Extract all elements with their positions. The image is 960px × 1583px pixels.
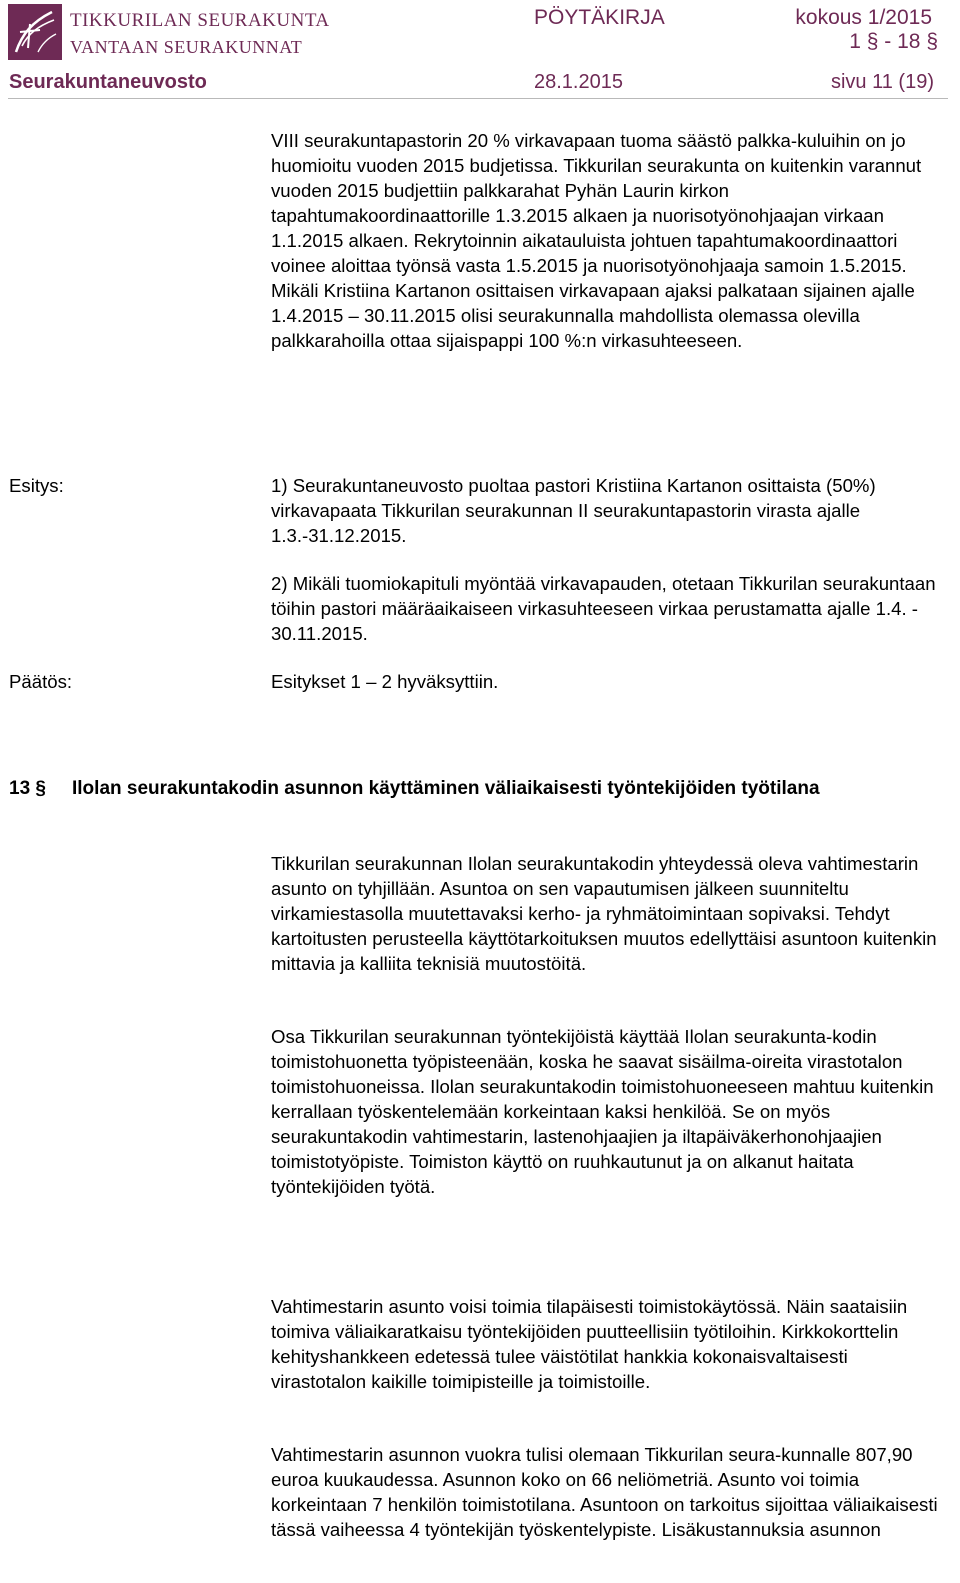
- section-number: 13 §: [9, 778, 46, 799]
- decision-text: Esitykset 1 – 2 hyväksyttiin.: [271, 671, 499, 692]
- proposal-item-1: 1) Seurakuntaneuvosto puoltaa pastori Kristiina Kartanon osittaista (50%) virkavapaata Tikkurilan seurakunnan II seurakuntapastorin virasta ajalle 1.3.-31.12.2015.: [271, 475, 876, 546]
- section-paragraph-2: Osa Tikkurilan seurakunnan työntekijöistä käyttää Ilolan seurakunta-kodin toimistohuonetta työpisteenään, koska he saavat sisäilma-oireita virastotalon toimistohuoneissa. Ilolan seurakuntakodin toimistohuoneeseen mahtuu kuitenkin kerrallaan työskentelemään korkeintaan kaksi henkilöä. Se on myös seurakuntakodin vahtimestarin, lastenohjaajien ja iltapäiväkerhonohjaajien toimistotyöpiste. Toimiston käyttö on ruuhkautunut ja on alkanut haitata työntekijöiden työtä.: [271, 1026, 934, 1197]
- logo-text-line2: VANTAAN SEURAKUNNAT: [70, 37, 303, 57]
- decision-label: Päätös:: [9, 671, 73, 692]
- section-paragraph-4: Vahtimestarin asunnon vuokra tulisi olemaan Tikkurilan seura-kunnalle 807,90 euroa kuukaudessa. Asunnon koko on 66 neliömetriä. Asunto voi toimia korkeintaan 7 henkilön toimistotilana. Asuntoon on tarkoitus sijoittaa väliaikaisesti tässä vaiheessa 4 työntekijän työskentelypiste. Lisäkustannuksia asunnon: [271, 1444, 938, 1540]
- cross-emblem-icon: [8, 4, 62, 60]
- header-divider: [8, 98, 948, 99]
- logo: [8, 4, 330, 60]
- section-title: Ilolan seurakuntakodin asunnon käyttäminen väliaikaisesti työntekijöiden työtilana: [72, 778, 820, 799]
- page-number: sivu 11 (19): [830, 71, 934, 93]
- intro-paragraph: VIII seurakuntapastorin 20 % virkavapaan tuoma säästö palkka-kuluihin on jo huomioitu vuoden 2015 budjetissa. Tikkurilan seurakunta on kuitenkin varannut vuoden 2015 budjettiin palkkarahat Pyhän Laurin kirkon tapahtumakoordinaattorille 1.3.2015 alkaen ja nuorisotyönohjaajan virkaan 1.1.2015 alkaen. Rekrytoinnin aikatauluista johtuen tapahtumakoordinaattori voinee aloittaa työnsä vasta 1.5.2015 ja nuorisotyönohjaaja samoin 1.5.2015. Mikäli Kristiina Kartanon osittaisen virkavapaan ajaksi palkataan sijainen ajalle 1.4.2015 – 30.11.2015 olisi seurakunnalla mahdollista olemassa olevilla palkkarahoilla ottaa sijaispappi 100 %:n virkasuhteeseen.: [271, 130, 922, 351]
- organization-name: Seurakuntaneuvosto: [9, 71, 207, 93]
- page-header: [0, 0, 960, 100]
- meeting-number: kokous 1/2015: [795, 6, 932, 29]
- section-paragraph-3: Vahtimestarin asunto voisi toimia tilapäisesti toimistokäytössä. Näin saataisiin toimiva väliaikaratkaisu työntekijöiden puutteellisiin työtiloihin. Kirkkokorttelin kehityshankkeen edetessä tulee väistötilat hankkia kokonaisvaltaisesti virastotalon kaikille toimipisteille ja toimistoille.: [271, 1296, 908, 1392]
- proposal-label: Esitys:: [9, 475, 64, 496]
- section-paragraph-1: Tikkurilan seurakunnan Ilolan seurakuntakodin yhteydessä oleva vahtimestarin asunto on tyhjillään. Asuntoa on sen vapautumisen jälkeen suunniteltu virkamiestasolla muutettavaksi kerho- ja ryhmätoimintaan sopivaksi. Tehdyt kartoitusten perusteella käyttötarkoituksen muutos edellyttäisi asuntoon kuitenkin mittavia ja kalliita teknisiä muutostöitä.: [271, 853, 937, 974]
- document-type: PÖYTÄKIRJA: [534, 6, 665, 29]
- section-range: 1 § - 18 §: [849, 30, 938, 53]
- proposal-item-2: 2) Mikäli tuomiokapituli myöntää virkavapauden, otetaan Tikkurilan seurakuntaan töihin pastori määräaikaiseen virkasuhteeseen virkaa perustamatta ajalle 1.4. - 30.11.2015.: [271, 573, 936, 644]
- meeting-date: 28.1.2015: [534, 71, 623, 93]
- logo-text-line1: TIKKURILAN SEURAKUNTA: [70, 10, 330, 31]
